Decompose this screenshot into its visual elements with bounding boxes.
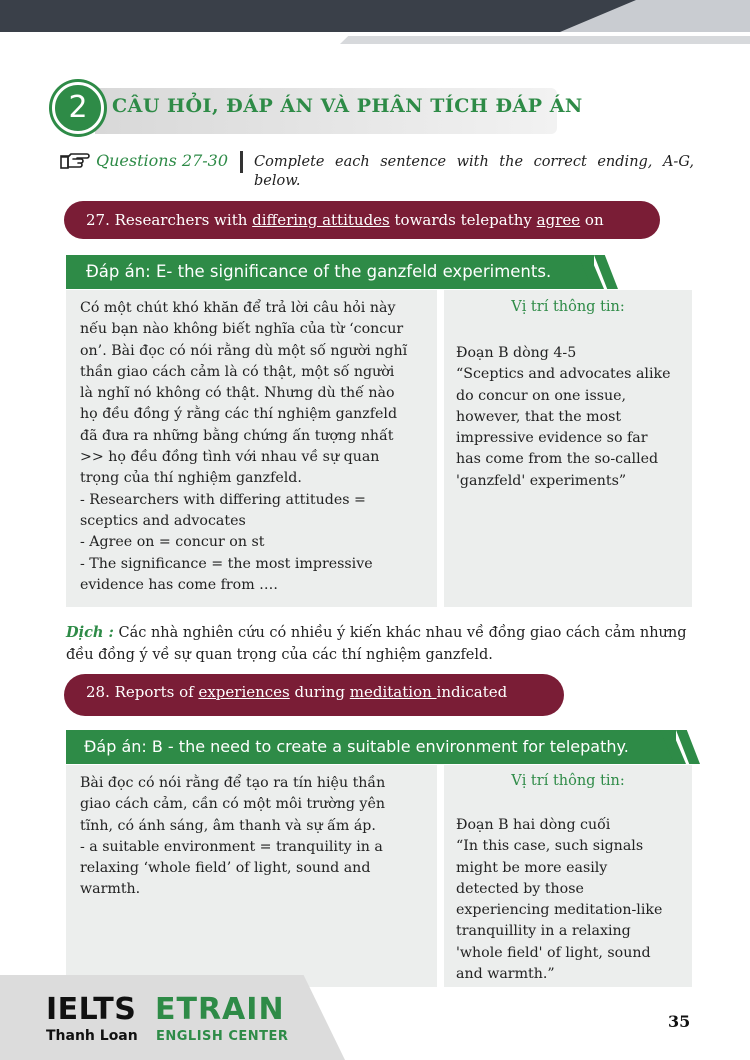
questions-label: Questions 27-30 <box>96 151 229 170</box>
logo-etrain: ETRAIN <box>155 992 285 1027</box>
answer-28-bar: Đáp án: B - the need to create a suitable environment for telepathy. <box>66 730 676 764</box>
questions-separator <box>240 151 243 173</box>
section-number: 2 <box>68 90 88 125</box>
questions-instruction: Complete each sentence with the correct ending, A-G, <box>254 154 694 170</box>
translation-label: Dịch : <box>66 624 114 641</box>
info-27-title: Vị trí thông tin: <box>511 299 625 315</box>
page-number: 35 <box>668 1012 691 1031</box>
logo-ielts: IELTS <box>46 992 137 1027</box>
explanation-28-text: Bài đọc có nói rằng để tạo ra tín hiệu thần giao cách cảm, cần có một môi trường yên tĩnh, có ánh sáng, âm thanh và sự ấm áp. - a suitable environment = tranquility in a relaxing ‘whole field’ of light, sound and warmth. <box>80 775 386 898</box>
questions-instruction-cont: below. <box>254 173 301 189</box>
translation-27: Dịch : Các nhà nghiên cứu có nhiều ý kiến khác nhau về đồng giao cách cảm nhưng đều đồng ý về sự quan trọng của các thí nghiệm ganzfeld. <box>66 624 687 663</box>
answer-27-bar: Đáp án: E- the significance of the ganzfeld experiments. <box>66 255 594 289</box>
logo-english-center: ENGLISH CENTER <box>156 1029 289 1044</box>
question-27-pill: 27. Researchers with differing attitudes towards telepathy agree on <box>64 201 660 239</box>
top-divider <box>340 36 750 44</box>
info-28-text: Đoạn B hai dòng cuối “In this case, such signals might be more easily detected by those experiencing meditation-like tranquillity in a relaxing 'whole field' of light, sound and warmth.” <box>456 817 663 983</box>
explanation-27-text: Có một chút khó khăn để trả lời câu hỏi này nếu bạn nào không biết nghĩa của từ ‘concur on’. Bài đọc có nói rằng dù một số người nghĩ thần giao cách cảm là có thật, một số người là nghĩ nó không có thật. Nhưng dù thế nào họ đều đồng ý rằng các thí nghiệm ganzfeld đã đưa ra những bằng chứng ấn tượng nhất >> họ đều đồng tình với nhau về sự quan trọng của thí nghiệm ganzfeld. - Researchers with differing attitudes = sceptics and advocates - Agree on = concur on st - The significance = the most impressive evidence has come from …. <box>80 300 408 593</box>
info-28-title: Vị trí thông tin: <box>511 773 625 789</box>
logo-thanh-loan: Thanh Loan <box>46 1028 138 1044</box>
pointing-hand-icon <box>60 149 94 171</box>
info-27-text: Đoạn B dòng 4-5 “Sceptics and advocates alike do concur on one issue, however, that the most impressive evidence so far has come from the so-called 'ganzfeld' experiments” <box>456 345 671 489</box>
question-28-pill: 28. Reports of experiences during meditation indicated <box>64 674 564 716</box>
section-title: CÂU HỎI, ĐÁP ÁN VÀ PHÂN TÍCH ĐÁP ÁN <box>112 95 583 117</box>
